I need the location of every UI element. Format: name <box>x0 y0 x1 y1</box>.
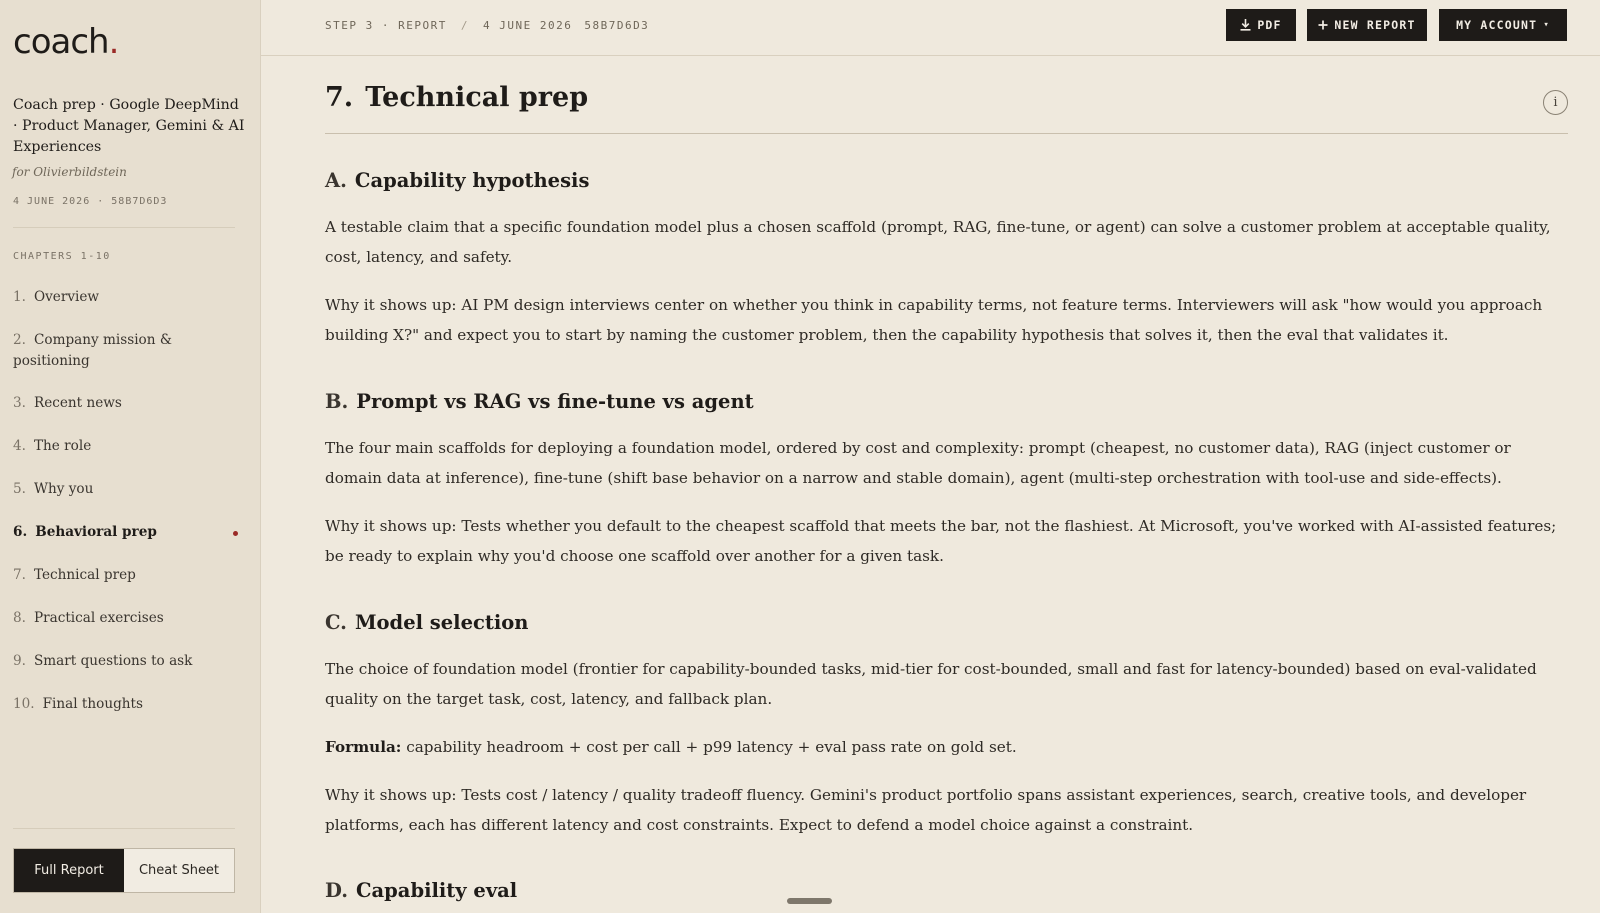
chapter-number: 6. <box>13 524 28 540</box>
pdf-label: PDF <box>1257 18 1282 32</box>
chapter-number: 2. <box>13 332 26 348</box>
sidebar-item-practical-exercises[interactable] <box>13 608 238 629</box>
chapters-heading: CHAPTERS 1-10 <box>13 251 111 262</box>
breadcrumb-date: 4 JUNE 2026 <box>482 19 573 32</box>
new-report-button[interactable] <box>1307 9 1427 41</box>
breadcrumb-step[interactable]: STEP 3 · REPORT <box>325 19 447 32</box>
chapter-label: Company mission & positioning <box>13 332 172 369</box>
section-paragraph: The choice of foundation model (frontier for capability-bounded tasks, mid-tier for cost-bounded, small and fast for latency-bounded) based on eval-validated quality on the target task, cost, latency, and fallback plan. <box>325 660 1537 708</box>
sidebar-item-the-role[interactable] <box>13 436 238 457</box>
sidebar-item-final-thoughts[interactable] <box>13 694 238 715</box>
section-paragraph: A testable claim that a specific foundation model plus a chosen scaffold (prompt, RAG, fine-tune, or agent) can solve a customer problem at acceptable quality, cost, latency, and safety. <box>325 218 1551 266</box>
section-letter: B. <box>325 390 349 413</box>
tab-full-report[interactable]: Full Report <box>14 849 124 892</box>
section-paragraph: Why it shows up: AI PM design interviews center on whether you think in capability terms, not feature terms. Interviewers will ask "how would you approach building X?" and expect you to start by naming the customer problem, then the capability hypothesis that solves it, then the eval that validates it. <box>325 296 1543 344</box>
section-heading-model-selection <box>325 611 528 634</box>
section-letter: A. <box>325 169 347 192</box>
chapter-number: 7. <box>13 567 26 583</box>
active-indicator-dot <box>233 531 238 536</box>
scroll-handle[interactable] <box>787 898 832 904</box>
breadcrumb-separator: / <box>460 19 469 32</box>
chapter-number: 3. <box>13 395 26 411</box>
sidebar-item-company-mission[interactable] <box>13 330 238 372</box>
formula-text: capability headroom + cost per call + p99 latency + eval pass rate on gold set. <box>401 738 1017 756</box>
breadcrumb <box>325 19 649 32</box>
breadcrumb-report-id: 58B7D6D3 <box>584 19 650 32</box>
chapter-label: The role <box>33 438 92 454</box>
download-icon <box>1240 19 1251 31</box>
chapter-label: Technical prep <box>33 567 136 583</box>
chapter-label: Practical exercises <box>33 610 164 626</box>
formula-line <box>325 732 1568 762</box>
chevron-down-icon: ▾ <box>1543 20 1550 30</box>
sidebar <box>0 0 261 913</box>
for-user-line: for Olivierbildstein <box>12 165 127 179</box>
tab-cheat-sheet[interactable]: Cheat Sheet <box>124 849 234 892</box>
sidebar-item-overview[interactable] <box>13 287 238 308</box>
section-heading-capability-hypothesis <box>325 169 589 192</box>
chapter-title-text: Technical prep <box>365 82 589 113</box>
section-title: Capability eval <box>356 879 518 902</box>
chapter-title <box>325 82 588 113</box>
section-letter: C. <box>325 611 347 634</box>
report-view-tabs <box>13 848 235 893</box>
prep-title: Coach prep · Google DeepMind · Product Manager, Gemini & AI Experiences <box>13 97 245 155</box>
chapter-label: Final thoughts <box>42 696 143 712</box>
formula-label: Formula: <box>325 738 402 756</box>
chapter-label: Recent news <box>33 395 122 411</box>
sidebar-item-smart-questions[interactable] <box>13 651 238 672</box>
sidebar-item-technical-prep[interactable] <box>13 565 238 586</box>
my-account-button[interactable] <box>1439 9 1567 41</box>
chapter-number: 5. <box>13 481 26 497</box>
sidebar-item-behavioral-prep[interactable] <box>13 522 238 543</box>
section-title: Capability hypothesis <box>354 169 590 192</box>
chapter-label: Why you <box>33 481 94 497</box>
logo-text: coach <box>13 22 109 62</box>
chapter-number: 4. <box>13 438 26 454</box>
chapter-number: 8. <box>13 610 26 626</box>
section-heading-capability-eval <box>325 879 517 902</box>
section-title: Model selection <box>354 611 529 634</box>
logo-dot: . <box>108 22 119 62</box>
section-paragraph: Why it shows up: Tests cost / latency / quality tradeoff fluency. Gemini's product portfolio spans assistant experiences, search, creative tools, and developer platforms, each has different latency and cost constraints. Expect to defend a model choice against a constraint. <box>325 786 1527 834</box>
plus-icon <box>1318 20 1328 30</box>
top-bar <box>261 0 1600 56</box>
chapter-number: 10. <box>13 696 35 712</box>
sidebar-item-why-you[interactable] <box>13 479 238 500</box>
section-paragraph: The four main scaffolds for deploying a foundation model, ordered by cost and complexity: prompt (cheapest, no customer data), RAG (inject customer or domain data at inference), fine-tune (shift base behavior on a narrow and stable domain), agent (multi-step orchestration with tool-use and side-effects). <box>325 439 1511 487</box>
pdf-button[interactable] <box>1226 9 1296 41</box>
chapter-number: 7. <box>325 82 354 113</box>
account-label: MY ACCOUNT <box>1456 18 1538 32</box>
chapter-label: Overview <box>33 289 100 305</box>
report-meta: 4 JUNE 2026 · 58B7D6D3 <box>13 196 168 207</box>
logo[interactable] <box>13 22 118 62</box>
chapter-number: 9. <box>13 653 26 669</box>
title-divider <box>325 133 1568 134</box>
chapter-label: Smart questions to ask <box>33 653 193 669</box>
sidebar-divider <box>13 828 235 829</box>
section-title: Prompt vs RAG vs fine-tune vs agent <box>356 390 754 413</box>
sidebar-divider <box>13 227 235 228</box>
chapter-label: Behavioral prep <box>35 524 157 540</box>
chapter-number: 1. <box>13 289 26 305</box>
new-report-label: NEW REPORT <box>1334 18 1416 32</box>
section-letter: D. <box>325 879 349 902</box>
sidebar-item-recent-news[interactable] <box>13 393 238 414</box>
section-heading-scaffolds <box>325 390 754 413</box>
info-icon[interactable]: i <box>1543 90 1568 115</box>
section-paragraph: Why it shows up: Tests whether you default to the cheapest scaffold that meets the bar, not the flashiest. At Microsoft, you've worked with AI-assisted features; be ready to explain why you'd choose one scaffold over another for a given task. <box>325 517 1557 565</box>
